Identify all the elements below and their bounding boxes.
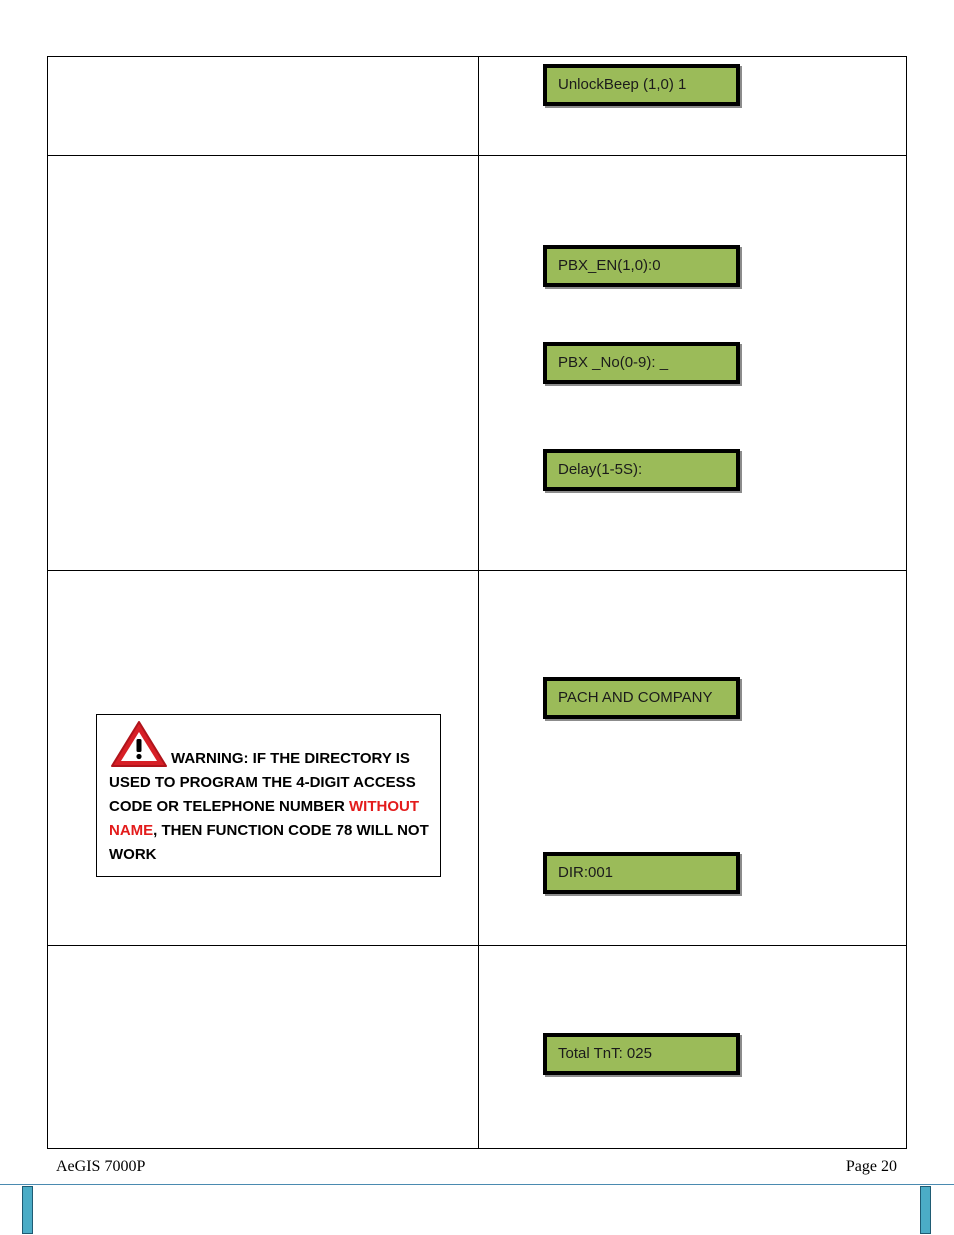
lcd-delay: Delay(1-5S): [543, 449, 740, 491]
table-row-divider [48, 945, 906, 946]
lcd-pbx-enable: PBX_EN(1,0):0 [543, 245, 740, 287]
footer-accent-bar-right [920, 1186, 931, 1234]
warning-triangle-icon [109, 719, 169, 769]
table-column-divider [478, 57, 479, 1148]
footer-page-number: Page 20 [845, 1158, 897, 1175]
footer-accent-bar-left [22, 1186, 33, 1234]
lcd-total-tnt: Total TnT: 025 [543, 1033, 740, 1075]
table-row-divider [48, 570, 906, 571]
warning-highlight: WITHOUT NAME [109, 798, 419, 839]
lcd-unlock-beep: UnlockBeep (1,0) 1 [543, 64, 740, 106]
instruction-table [47, 56, 907, 1149]
footer-doc-title: AeGIS 7000P [56, 1158, 146, 1175]
warning-text: WARNING: IF THE DIRECTORY IS USED TO PROGRAM THE 4-DIGIT ACCESS CODE OR TELEPHONE NUMBER [109, 750, 416, 815]
lcd-directory-name: PACH AND COMPANY [543, 677, 740, 719]
table-row-divider [48, 155, 906, 156]
warning-box [96, 714, 441, 877]
lcd-directory-number: DIR:001 [543, 852, 740, 894]
footer-rule [0, 1184, 954, 1185]
lcd-pbx-number: PBX _No(0-9): _ [543, 342, 740, 384]
warning-text-end: , THEN FUNCTION CODE 78 WILL NOT WORK [109, 822, 429, 863]
